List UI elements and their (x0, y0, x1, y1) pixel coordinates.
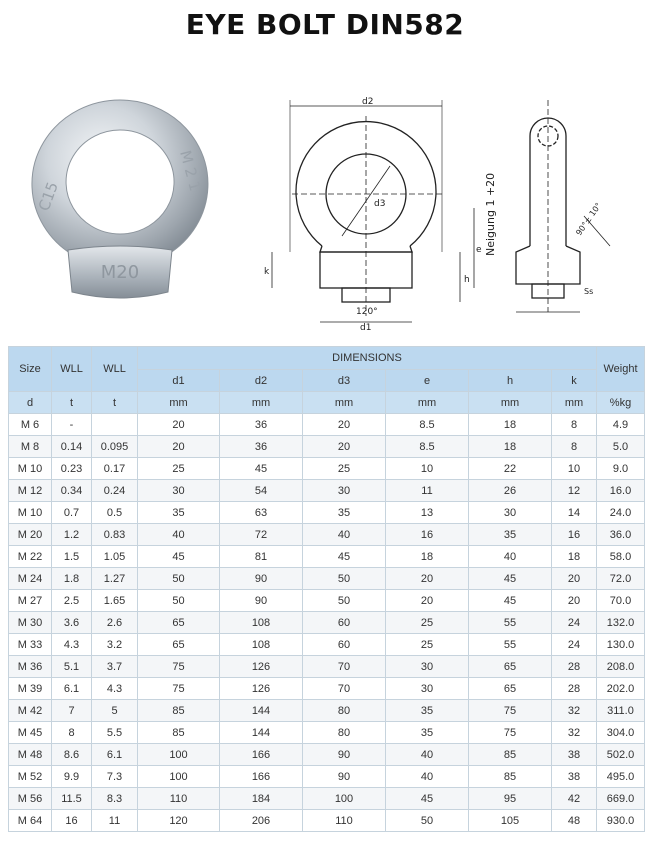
dim-s-label: Ss (584, 287, 594, 296)
cell-d1: 100 (138, 744, 220, 766)
cell-k: 48 (552, 810, 597, 832)
cell-wll-2: 2.6 (92, 612, 138, 634)
cell-d2: 90 (220, 590, 303, 612)
table-row (9, 546, 645, 568)
table-row (9, 568, 645, 590)
cell-weight: 930.0 (597, 810, 645, 832)
cell-wll-1: 0.34 (52, 480, 92, 502)
cell-k: 20 (552, 590, 597, 612)
cell-size: M 27 (9, 590, 52, 612)
cell-d1: 85 (138, 722, 220, 744)
cell-size: M 52 (9, 766, 52, 788)
dim-d2-label: d2 (362, 97, 374, 107)
cell-weight: 4.9 (597, 414, 645, 436)
cell-d2: 36 (220, 436, 303, 458)
cell-k: 10 (552, 458, 597, 480)
table-row (9, 678, 645, 700)
header-d2: d2 (220, 370, 303, 392)
cell-d3: 20 (303, 414, 386, 436)
unit-size: d (9, 392, 52, 414)
cell-d2: 144 (220, 722, 303, 744)
cell-weight: 16.0 (597, 480, 645, 502)
table-row (9, 634, 645, 656)
cell-k: 12 (552, 480, 597, 502)
cell-wll-1: 1.2 (52, 524, 92, 546)
cell-k: 32 (552, 722, 597, 744)
dim-e-label: e (476, 245, 482, 255)
cell-k: 8 (552, 436, 597, 458)
cell-e: 8.5 (386, 436, 469, 458)
dim-d3-label: d3 (374, 199, 386, 209)
cell-d3: 110 (303, 810, 386, 832)
cell-size: M 10 (9, 502, 52, 524)
cell-h: 18 (469, 436, 552, 458)
cell-wll-1: 0.7 (52, 502, 92, 524)
cell-d1: 120 (138, 810, 220, 832)
unit-wll-1: t (52, 392, 92, 414)
cell-d2: 108 (220, 612, 303, 634)
cell-size: M 30 (9, 612, 52, 634)
cell-weight: 304.0 (597, 722, 645, 744)
cell-h: 105 (469, 810, 552, 832)
cell-wll-2: 3.7 (92, 656, 138, 678)
cell-wll-1: 3.6 (52, 612, 92, 634)
cell-size: M 36 (9, 656, 52, 678)
cell-d1: 20 (138, 436, 220, 458)
cell-e: 25 (386, 612, 469, 634)
cell-h: 22 (469, 458, 552, 480)
table-row (9, 700, 645, 722)
table-row (9, 810, 645, 832)
header-wll-1: WLL (52, 347, 92, 392)
page-title: EYE BOLT DIN582 (185, 8, 465, 41)
unit-wll-2: t (92, 392, 138, 414)
cell-d3: 35 (303, 502, 386, 524)
cell-d1: 20 (138, 414, 220, 436)
cell-k: 38 (552, 744, 597, 766)
cell-weight: 72.0 (597, 568, 645, 590)
cell-d3: 25 (303, 458, 386, 480)
cell-wll-1: 7 (52, 700, 92, 722)
cell-k: 42 (552, 788, 597, 810)
cell-d3: 100 (303, 788, 386, 810)
spec-table (8, 346, 645, 832)
cell-d1: 40 (138, 524, 220, 546)
cell-e: 35 (386, 700, 469, 722)
cell-wll-2: 1.65 (92, 590, 138, 612)
cell-k: 38 (552, 766, 597, 788)
cell-e: 13 (386, 502, 469, 524)
table-row (9, 458, 645, 480)
table-row (9, 788, 645, 810)
dim-angle-label: 120° (356, 307, 378, 317)
cell-h: 45 (469, 590, 552, 612)
cell-d2: 63 (220, 502, 303, 524)
table-row (9, 590, 645, 612)
cell-d1: 50 (138, 568, 220, 590)
cell-size: M 48 (9, 744, 52, 766)
cell-size: M 8 (9, 436, 52, 458)
cell-size: M 24 (9, 568, 52, 590)
table-row (9, 524, 645, 546)
header-d3: d3 (303, 370, 386, 392)
cell-wll-2: 0.5 (92, 502, 138, 524)
cell-d1: 50 (138, 590, 220, 612)
cell-e: 20 (386, 568, 469, 590)
cell-weight: 208.0 (597, 656, 645, 678)
cell-d3: 45 (303, 546, 386, 568)
cell-e: 16 (386, 524, 469, 546)
cell-h: 18 (469, 414, 552, 436)
cell-wll-1: 9.9 (52, 766, 92, 788)
cell-e: 30 (386, 678, 469, 700)
unit-weight: %kg (597, 392, 645, 414)
cell-wll-1: 16 (52, 810, 92, 832)
unit-h: mm (469, 392, 552, 414)
cell-k: 24 (552, 634, 597, 656)
dim-h-label: h (464, 275, 470, 285)
cell-size: M 22 (9, 546, 52, 568)
cell-h: 85 (469, 744, 552, 766)
cell-size: M 39 (9, 678, 52, 700)
cell-d1: 25 (138, 458, 220, 480)
cell-wll-1: 5.1 (52, 656, 92, 678)
cell-d1: 35 (138, 502, 220, 524)
cell-wll-2: 5 (92, 700, 138, 722)
table-row (9, 502, 645, 524)
cell-wll-1: 4.3 (52, 634, 92, 656)
cell-k: 8 (552, 414, 597, 436)
cell-weight: 58.0 (597, 546, 645, 568)
cell-d3: 90 (303, 744, 386, 766)
table-row (9, 480, 645, 502)
dim-k-label: k (264, 267, 270, 277)
cell-d2: 126 (220, 678, 303, 700)
cell-weight: 502.0 (597, 744, 645, 766)
cell-e: 11 (386, 480, 469, 502)
cell-k: 28 (552, 678, 597, 700)
cell-h: 75 (469, 700, 552, 722)
cell-d3: 30 (303, 480, 386, 502)
table-row (9, 744, 645, 766)
eye-bolt-photo (20, 92, 220, 312)
cell-d1: 65 (138, 612, 220, 634)
cell-e: 40 (386, 766, 469, 788)
cell-d2: 126 (220, 656, 303, 678)
cell-e: 50 (386, 810, 469, 832)
cell-wll-1: 6.1 (52, 678, 92, 700)
cell-d2: 184 (220, 788, 303, 810)
cell-e: 8.5 (386, 414, 469, 436)
cell-d3: 90 (303, 766, 386, 788)
cell-d2: 206 (220, 810, 303, 832)
cell-wll-2: 3.2 (92, 634, 138, 656)
table-row (9, 722, 645, 744)
cell-d3: 20 (303, 436, 386, 458)
cell-h: 55 (469, 634, 552, 656)
unit-d1: mm (138, 392, 220, 414)
cell-d3: 80 (303, 700, 386, 722)
cell-d2: 144 (220, 700, 303, 722)
cell-d1: 30 (138, 480, 220, 502)
header-k: k (552, 370, 597, 392)
cell-wll-1: 1.8 (52, 568, 92, 590)
cell-k: 20 (552, 568, 597, 590)
photo-marking-boss: M20 (100, 262, 140, 283)
cell-size: M 33 (9, 634, 52, 656)
cell-weight: 495.0 (597, 766, 645, 788)
cell-d2: 81 (220, 546, 303, 568)
dim-d1-label: d1 (360, 323, 372, 332)
cell-wll-1: 8.6 (52, 744, 92, 766)
cell-wll-2: 0.83 (92, 524, 138, 546)
cell-size: M 12 (9, 480, 52, 502)
cell-k: 32 (552, 700, 597, 722)
cell-wll-2: 4.3 (92, 678, 138, 700)
cell-k: 24 (552, 612, 597, 634)
cell-size: M 10 (9, 458, 52, 480)
cell-h: 35 (469, 524, 552, 546)
cell-weight: 24.0 (597, 502, 645, 524)
cell-h: 26 (469, 480, 552, 502)
technical-drawing (262, 96, 622, 332)
header-weight: Weight (597, 347, 645, 392)
cell-wll-2: 1.05 (92, 546, 138, 568)
cell-wll-1: 1.5 (52, 546, 92, 568)
table-row (9, 656, 645, 678)
cell-wll-2: 1.27 (92, 568, 138, 590)
cell-e: 18 (386, 546, 469, 568)
cell-d1: 65 (138, 634, 220, 656)
cell-k: 18 (552, 546, 597, 568)
cell-d1: 45 (138, 546, 220, 568)
dim-inclination-label: Neigung 1 +20 (484, 172, 497, 256)
photo-marking-right: M 2 1 (176, 148, 205, 194)
cell-d3: 40 (303, 524, 386, 546)
header-d1: d1 (138, 370, 220, 392)
cell-d1: 110 (138, 788, 220, 810)
cell-d2: 90 (220, 568, 303, 590)
cell-e: 20 (386, 590, 469, 612)
cell-h: 65 (469, 678, 552, 700)
cell-weight: 70.0 (597, 590, 645, 612)
cell-d2: 166 (220, 744, 303, 766)
cell-weight: 130.0 (597, 634, 645, 656)
cell-weight: 202.0 (597, 678, 645, 700)
cell-weight: 669.0 (597, 788, 645, 810)
cell-d2: 36 (220, 414, 303, 436)
cell-wll-1: 0.23 (52, 458, 92, 480)
cell-k: 14 (552, 502, 597, 524)
cell-d1: 100 (138, 766, 220, 788)
cell-size: M 64 (9, 810, 52, 832)
cell-wll-1: - (52, 414, 92, 436)
cell-wll-1: 2.5 (52, 590, 92, 612)
cell-k: 28 (552, 656, 597, 678)
cell-wll-1: 11.5 (52, 788, 92, 810)
table-row (9, 766, 645, 788)
cell-d1: 85 (138, 700, 220, 722)
cell-h: 75 (469, 722, 552, 744)
cell-weight: 9.0 (597, 458, 645, 480)
cell-d2: 108 (220, 634, 303, 656)
cell-wll-2 (92, 414, 138, 436)
cell-d3: 70 (303, 656, 386, 678)
cell-size: M 20 (9, 524, 52, 546)
header-dimensions: DIMENSIONS (138, 347, 597, 370)
cell-size: M 56 (9, 788, 52, 810)
cell-e: 40 (386, 744, 469, 766)
cell-weight: 5.0 (597, 436, 645, 458)
cell-h: 30 (469, 502, 552, 524)
cell-size: M 6 (9, 414, 52, 436)
cell-weight: 132.0 (597, 612, 645, 634)
cell-d3: 50 (303, 568, 386, 590)
cell-wll-2: 6.1 (92, 744, 138, 766)
cell-d3: 60 (303, 634, 386, 656)
spec-table-body (9, 414, 645, 832)
cell-wll-2: 7.3 (92, 766, 138, 788)
cell-wll-2: 8.3 (92, 788, 138, 810)
cell-e: 25 (386, 634, 469, 656)
cell-h: 45 (469, 568, 552, 590)
table-row (9, 414, 645, 436)
cell-e: 45 (386, 788, 469, 810)
header-e: e (386, 370, 469, 392)
cell-d3: 60 (303, 612, 386, 634)
cell-wll-1: 0.14 (52, 436, 92, 458)
cell-wll-2: 0.17 (92, 458, 138, 480)
table-row (9, 436, 645, 458)
header-size: Size (9, 347, 52, 392)
cell-h: 95 (469, 788, 552, 810)
cell-size: M 42 (9, 700, 52, 722)
cell-h: 55 (469, 612, 552, 634)
table-row (9, 612, 645, 634)
cell-d2: 54 (220, 480, 303, 502)
unit-e: mm (386, 392, 469, 414)
cell-d1: 75 (138, 656, 220, 678)
cell-d2: 45 (220, 458, 303, 480)
cell-wll-2: 0.24 (92, 480, 138, 502)
cell-wll-2: 11 (92, 810, 138, 832)
unit-k: mm (552, 392, 597, 414)
dim-chamfer-label: 90°± 10° (574, 201, 604, 238)
unit-d3: mm (303, 392, 386, 414)
cell-h: 40 (469, 546, 552, 568)
cell-weight: 311.0 (597, 700, 645, 722)
cell-d3: 70 (303, 678, 386, 700)
cell-size: M 45 (9, 722, 52, 744)
header-h: h (469, 370, 552, 392)
cell-wll-2: 0.095 (92, 436, 138, 458)
cell-d2: 166 (220, 766, 303, 788)
cell-weight: 36.0 (597, 524, 645, 546)
cell-e: 35 (386, 722, 469, 744)
cell-e: 30 (386, 656, 469, 678)
cell-wll-1: 8 (52, 722, 92, 744)
cell-h: 85 (469, 766, 552, 788)
cell-k: 16 (552, 524, 597, 546)
header-wll-2: WLL (92, 347, 138, 392)
cell-d3: 80 (303, 722, 386, 744)
cell-h: 65 (469, 656, 552, 678)
cell-wll-2: 5.5 (92, 722, 138, 744)
cell-d3: 50 (303, 590, 386, 612)
cell-d2: 72 (220, 524, 303, 546)
photo-marking-left: C15 (34, 179, 62, 214)
unit-d2: mm (220, 392, 303, 414)
cell-d1: 75 (138, 678, 220, 700)
cell-e: 10 (386, 458, 469, 480)
